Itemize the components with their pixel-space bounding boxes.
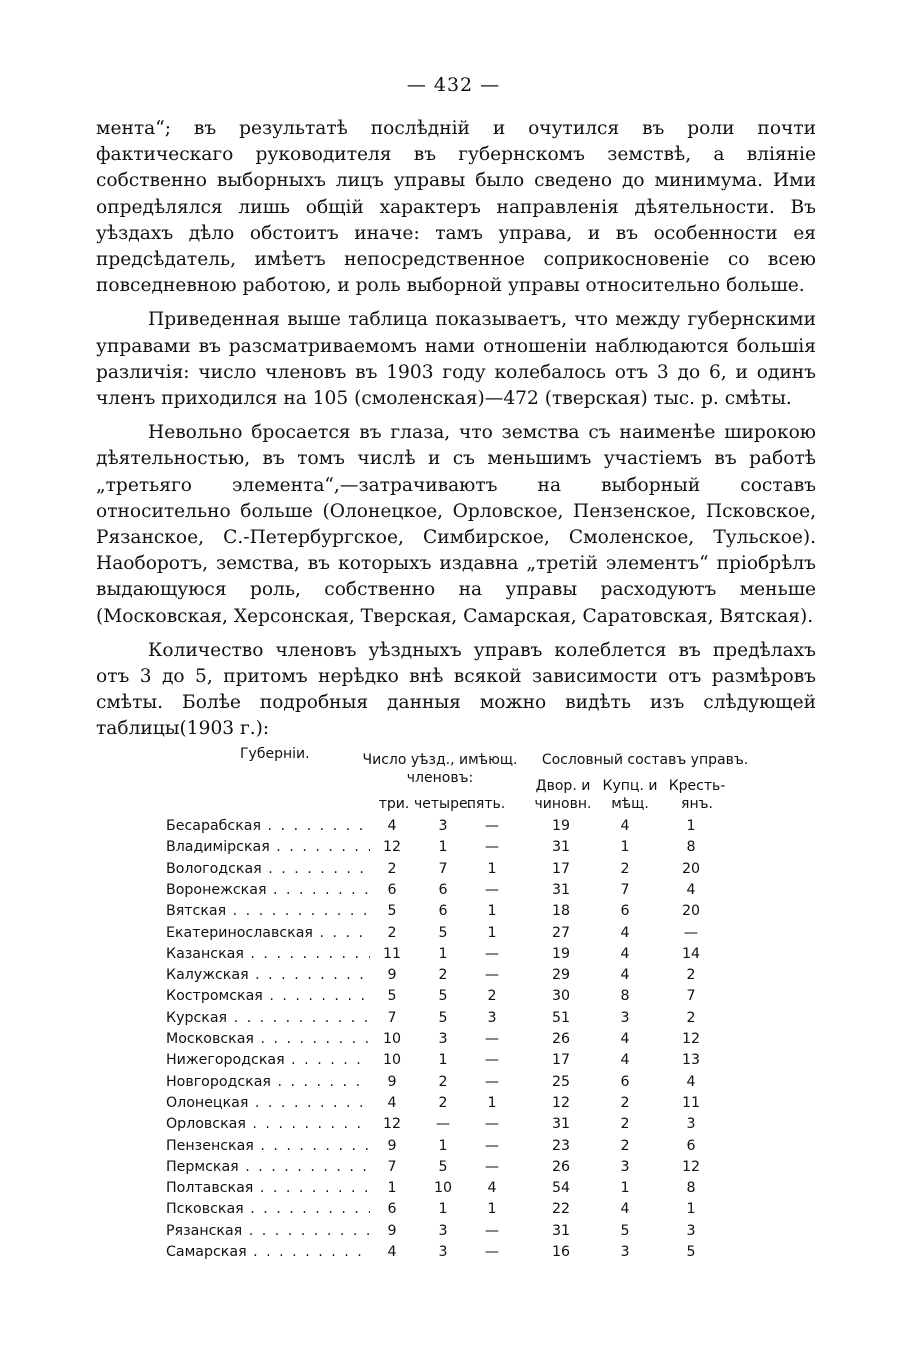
cell-dvor: 27 [551, 924, 571, 941]
cell-kup: 2 [620, 1116, 630, 1133]
table-row [0, 1201, 907, 1222]
table-row [0, 946, 907, 967]
cell-five: — [484, 839, 500, 856]
cell-kr: 14 [681, 945, 701, 962]
cell-five: — [484, 818, 500, 834]
cell-dvor: 26 [551, 1031, 571, 1047]
header-members-count-line2: членовъ: [406, 770, 474, 786]
cell-kr: 4 [686, 1073, 696, 1090]
cell-kup: 2 [620, 1137, 630, 1154]
guberniya-name: Олонецкая . . . [166, 1095, 370, 1111]
table-row [0, 1074, 907, 1095]
cell-three: 6 [387, 1201, 397, 1218]
cell-five: 1 [487, 1201, 497, 1218]
cell-kr: 20 [681, 903, 701, 920]
cell-kup: 6 [620, 903, 630, 920]
cell-kr: — [683, 924, 699, 941]
table-row [0, 861, 907, 882]
cell-four: 2 [438, 967, 448, 984]
table-row [0, 1244, 907, 1265]
cell-dvor: 19 [551, 945, 571, 962]
cell-kup: 1 [620, 839, 630, 856]
cell-kup: 4 [620, 1201, 630, 1218]
cell-four: 5 [438, 924, 448, 941]
cell-dvor: 31 [551, 1116, 571, 1133]
header-kr-line1: Кресть- [668, 778, 726, 794]
cell-four: 6 [438, 881, 448, 898]
table-row [0, 839, 907, 860]
header-kup-line1: Купц. и [602, 778, 658, 794]
header-kr-line2: янъ. [681, 796, 713, 812]
cell-kr: 3 [686, 1222, 696, 1239]
cell-kup: 4 [620, 1031, 630, 1047]
cell-dvor: 25 [551, 1073, 571, 1090]
cell-three: 2 [387, 860, 397, 877]
cell-three: 10 [382, 1031, 402, 1047]
paragraph-3: Невольно бросается въ глаза, что земства съ наименѣе широкою дѣятельностью, въ томъ числѣ и съ меньшимъ участіемъ въ работѣ „третьяго элемента“,—затрачиваютъ на выборный составъ относительно больше (Олонецкое, Орловское, Пензенское, Псковское, Рязанское, С.-Петербургское, Симбирское, Смоленское, Тульское). Наоборотъ, земства, въ которыхъ издавна „третій элементъ“ пріобрѣлъ выдающуюся роль, собственно на управы расходуютъ меньше (Московская, Херсонская, Тверская, Самарская, Саратовская, Вятская). [96, 422, 816, 627]
cell-three: 5 [387, 903, 397, 920]
cell-kr: 13 [681, 1052, 701, 1069]
cell-five: — [484, 945, 500, 962]
cell-dvor: 29 [551, 967, 571, 984]
cell-four: 6 [438, 903, 448, 920]
header-guberniya: Губерніи. [240, 746, 310, 762]
cell-dvor: 31 [551, 1222, 571, 1239]
cell-four: 2 [438, 1094, 448, 1111]
cell-kr: 8 [686, 839, 696, 856]
cell-dvor: 18 [551, 903, 571, 920]
header-dvor-line2: чиновн. [534, 796, 592, 812]
cell-kup: 5 [620, 1222, 630, 1239]
cell-dvor: 51 [551, 1009, 571, 1026]
cell-four: 1 [438, 1201, 448, 1218]
guberniya-name: Новгородская . . . [166, 1074, 370, 1090]
cell-dvor: 31 [551, 839, 571, 856]
cell-five: 2 [487, 988, 497, 1005]
cell-three: 4 [387, 1244, 397, 1260]
cell-kup: 3 [620, 1009, 630, 1026]
cell-five: — [484, 1158, 500, 1175]
cell-four: 5 [438, 1009, 448, 1026]
cell-five: 1 [487, 860, 497, 877]
cell-four: 5 [438, 988, 448, 1005]
cell-three: 12 [382, 839, 402, 856]
cell-dvor: 26 [551, 1158, 571, 1175]
cell-five: — [484, 1222, 500, 1239]
cell-dvor: 16 [551, 1244, 571, 1260]
table-row [0, 988, 907, 1009]
cell-kr: 8 [686, 1180, 696, 1197]
cell-four: 10 [433, 1180, 453, 1197]
header-members-count: Число уѣзд., имѣющ. [362, 752, 518, 768]
guberniya-name: Полтавская . . . [166, 1180, 370, 1196]
cell-three: 9 [387, 1222, 397, 1239]
cell-kr: 11 [681, 1094, 701, 1111]
cell-kr: 6 [686, 1137, 696, 1154]
cell-four: 2 [438, 1073, 448, 1090]
cell-five: — [484, 1137, 500, 1154]
guberniya-name: Московская . . . [166, 1031, 370, 1047]
cell-five: — [484, 1244, 500, 1260]
cell-kr: 20 [681, 860, 701, 877]
cell-dvor: 17 [551, 1052, 571, 1069]
cell-kup: 2 [620, 860, 630, 877]
cell-five: 1 [487, 903, 497, 920]
table-row [0, 1159, 907, 1180]
body-text [96, 116, 816, 743]
cell-five: — [484, 881, 500, 898]
cell-dvor: 12 [551, 1094, 571, 1111]
table-row [0, 882, 907, 903]
cell-five: 4 [487, 1180, 497, 1197]
cell-kup: 4 [620, 945, 630, 962]
cell-four: — [435, 1116, 451, 1133]
header-dvor-line1: Двор. и [535, 778, 591, 794]
table-row [0, 1138, 907, 1159]
guberniya-name: Самарская . . . [166, 1244, 370, 1260]
cell-kr: 7 [686, 988, 696, 1005]
guberniya-name: Вятская . . . [166, 903, 370, 919]
cell-three: 11 [382, 945, 402, 962]
cell-kup: 4 [620, 967, 630, 984]
cell-four: 1 [438, 839, 448, 856]
cell-five: — [484, 1052, 500, 1069]
guberniya-name: Екатеринославская . . . [166, 925, 370, 941]
table-row [0, 1223, 907, 1244]
cell-kr: 2 [686, 1009, 696, 1026]
table-row [0, 903, 907, 924]
cell-three: 4 [387, 1094, 397, 1111]
cell-dvor: 54 [551, 1180, 571, 1197]
cell-kr: 3 [686, 1116, 696, 1133]
cell-kup: 4 [620, 924, 630, 941]
cell-dvor: 19 [551, 818, 571, 834]
header-class-composition: Сословный составъ управъ. [541, 752, 749, 768]
cell-kup: 3 [620, 1244, 630, 1260]
cell-three: 6 [387, 881, 397, 898]
guberniya-name: Вологодская . . . [166, 861, 370, 877]
cell-five: 3 [487, 1009, 497, 1026]
cell-kr: 4 [686, 881, 696, 898]
cell-four: 1 [438, 1052, 448, 1069]
header-kup-line2: мѣщ. [611, 796, 649, 812]
cell-five: 1 [487, 1094, 497, 1111]
cell-four: 1 [438, 945, 448, 962]
cell-kup: 6 [620, 1073, 630, 1090]
table-row [0, 1180, 907, 1201]
cell-dvor: 17 [551, 860, 571, 877]
cell-kr: 5 [686, 1244, 696, 1260]
cell-five: — [484, 967, 500, 984]
paragraph-1: мента“; въ результатѣ послѣдній и очутился въ роли почти фактическаго руководителя въ губернскомъ земствѣ, а вліяніе собственно выборныхъ лицъ управы было сведено до минимума. Ими опредѣлялся лишь общій характеръ направленія дѣятельности. Въ уѣздахъ дѣло обстоитъ иначе: тамъ управа, и въ особенности ея предсѣдатель, имѣетъ непосредственное соприкосновеніе со всею повседневною работою, и роль выборной управы относительно больше. [96, 118, 816, 297]
cell-three: 9 [387, 1137, 397, 1154]
guberniya-name: Курская . . . [166, 1010, 370, 1026]
table-row [0, 967, 907, 988]
header-five: пять. [466, 796, 506, 812]
table-row [0, 1095, 907, 1116]
table-row [0, 1031, 907, 1052]
cell-three: 9 [387, 1073, 397, 1090]
paragraph-2: Приведенная выше таблица показываетъ, что между губернскими управами въ разсматриваемомъ нами отношеніи наблюдаются большія различія: число членовъ въ 1903 году колебалось отъ 3 до 6, и одинъ членъ приходился на 105 (смоленская)—472 (тверская) тыс. р. смѣты. [96, 309, 816, 410]
guberniya-name: Пермская . . . [166, 1159, 370, 1175]
guberniya-name: Воронежская . . . [166, 882, 370, 898]
cell-four: 5 [438, 1158, 448, 1175]
paragraph-4: Количество членовъ уѣздныхъ управъ колеблется въ предѣлахъ отъ 3 до 5, притомъ нерѣдко внѣ всякой зависимости отъ размѣровъ смѣты. Болѣе подробныя данныя можно видѣть изъ слѣдующей таблицы(1903 г.): [96, 639, 816, 740]
cell-three: 7 [387, 1009, 397, 1026]
cell-four: 3 [438, 1031, 448, 1047]
header-four: четыре. [413, 796, 473, 812]
cell-five: — [484, 1031, 500, 1047]
guberniya-name: Нижегородская . . . [166, 1052, 370, 1068]
cell-five: 1 [487, 924, 497, 941]
guberniya-name: Пензенская . . . [166, 1138, 370, 1154]
cell-three: 12 [382, 1116, 402, 1133]
guberniya-name: Калужская . . . [166, 967, 370, 983]
cell-four: 1 [438, 1137, 448, 1154]
cell-kup: 8 [620, 988, 630, 1005]
table-row [0, 1010, 907, 1031]
guberniya-name: Казанская . . . [166, 946, 370, 962]
cell-kup: 1 [620, 1180, 630, 1197]
cell-three: 2 [387, 924, 397, 941]
guberniya-name: Костромская . . . [166, 988, 370, 1004]
table-row [0, 818, 907, 839]
cell-kup: 4 [620, 1052, 630, 1069]
cell-kr: 1 [686, 1201, 696, 1218]
table-row [0, 1116, 907, 1137]
cell-kup: 2 [620, 1094, 630, 1111]
cell-four: 3 [438, 1244, 448, 1260]
cell-three: 7 [387, 1158, 397, 1175]
cell-four: 3 [438, 818, 448, 834]
cell-dvor: 23 [551, 1137, 571, 1154]
cell-three: 4 [387, 818, 397, 834]
cell-five: — [484, 1073, 500, 1090]
guberniya-name: Бесарабская . . . [166, 818, 370, 834]
guberniya-name: Псковская . . . [166, 1201, 370, 1217]
cell-three: 10 [382, 1052, 402, 1069]
cell-kup: 3 [620, 1158, 630, 1175]
cell-dvor: 31 [551, 881, 571, 898]
cell-kup: 4 [620, 818, 630, 834]
cell-kup: 7 [620, 881, 630, 898]
header-three: три. [378, 796, 410, 812]
cell-four: 3 [438, 1222, 448, 1239]
cell-three: 1 [387, 1180, 397, 1197]
cell-three: 9 [387, 967, 397, 984]
cell-kr: 12 [681, 1158, 701, 1175]
table-row [0, 925, 907, 946]
guberniya-name: Орловская . . . [166, 1116, 370, 1132]
cell-kr: 12 [681, 1031, 701, 1047]
table-row [0, 1052, 907, 1073]
cell-dvor: 22 [551, 1201, 571, 1218]
guberniya-name: Рязанская . . . [166, 1223, 370, 1239]
cell-five: — [484, 1116, 500, 1133]
guberniya-name: Владимірская . . . [166, 839, 370, 855]
cell-dvor: 30 [551, 988, 571, 1005]
cell-kr: 1 [686, 818, 696, 834]
cell-four: 7 [438, 860, 448, 877]
cell-three: 5 [387, 988, 397, 1005]
page-number: — 432 — [406, 74, 501, 96]
cell-kr: 2 [686, 967, 696, 984]
